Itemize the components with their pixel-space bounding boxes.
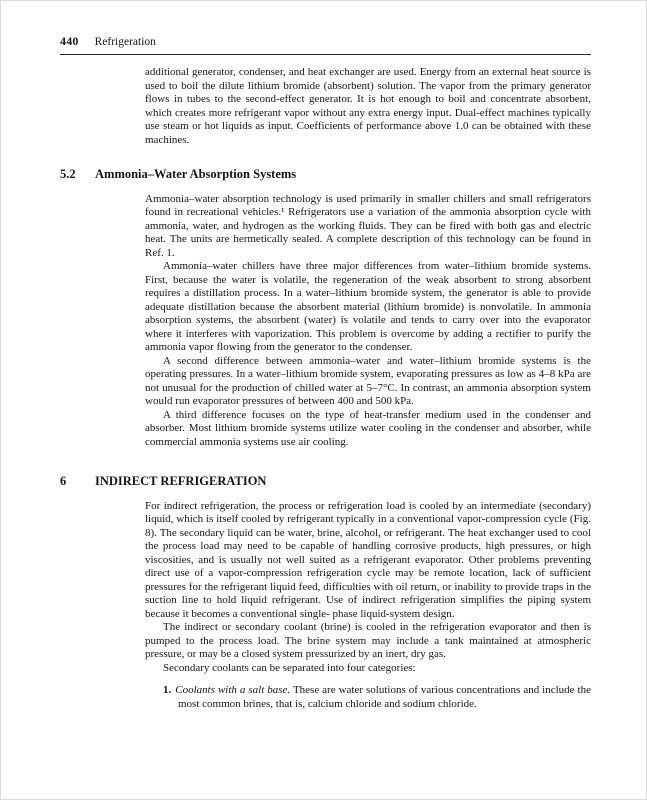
section-title: INDIRECT REFRIGERATION <box>95 474 267 488</box>
section-number: 5.2 <box>60 167 76 181</box>
section-heading-6 <box>60 475 591 489</box>
section-heading-5-2 <box>60 168 591 182</box>
numbered-list <box>163 684 591 711</box>
list-item-lead: Coolants with a salt base. <box>175 684 291 696</box>
paragraph: Ammonia–water absorption technology is used primarily in smaller chillers and small refrigerators found in recreational vehicles.¹ Refrigerators use a variation of the ammonia absorption cycle with ammonia, water, and hydrogen as the working fluids. They can be fired with both gas and electric heat. The units are hermetically sealed. A complete description of this technology can be found in Ref. 1. <box>145 192 591 259</box>
paragraph: The indirect or secondary coolant (brine) is cooled in the refrigeration evaporator and then is pumped to the process load. The brine system may include a tank maintained at atmospheric pressure, or may be a closed system pressurized by an inert, dry gas. <box>145 621 591 660</box>
paragraph: For indirect refrigeration, the process or refrigeration load is cooled by an intermediate (secondary) liquid, which is itself cooled by refrigerant typically in a conventional vapor-compression cycle (Fig. 8). The secondary liquid can be water, brine, alcohol, or refrigerant. The heat exchanger used to cool the process load may need to be capable of handling corrosive products, high pressures, or high viscosities, and is usually not well suited as a refrigerant evaporator. Other problems preventing direct use of a vapor-compression refrigeration cycle may be remote location, lack of sufficient pressures for the refrigerant liquid feed, difficulties with oil return, or inability to provide traps in the suction line to hold liquid refrigerant. Use of indirect refrigeration simplifies the piping system because it becomes a conventional single- phase liquid-system design. <box>145 499 591 620</box>
text-column <box>60 66 591 711</box>
list-item-number: 1. <box>163 684 172 696</box>
running-header <box>60 34 591 49</box>
section-number: 6 <box>60 474 67 488</box>
running-title: Refrigeration <box>94 36 156 48</box>
header-rule <box>60 54 591 55</box>
page-number: 440 <box>60 34 79 48</box>
paragraph: Ammonia–water chillers have three major differences from water–lithium bromide systems. First, because the water is volatile, the regeneration of the weak absorbent to strong absorbent requires a distillation process. In a water–lithium bromide system, the generator is able to provide adequate distillation because the absorbent material (lithium bromide) is nonvolatile. In ammonia absorption systems, the absorbent (water) is volatile and tends to carry over into the evaporator where it interferes with vaporization. This problem is overcome by adding a rectifier to purify the ammonia vapor flowing from the generator to the condenser. <box>145 260 591 353</box>
section-title: Ammonia–Water Absorption Systems <box>95 167 297 181</box>
paragraph: A third difference focuses on the type of heat-transfer medium used in the condenser and absorber. Most lithium bromide systems utilize water cooling in the condenser and absorber, while commercial ammonia systems use air cooling. <box>145 408 591 448</box>
list-item-text: These are water solutions of various concentrations and include the most common brines, that is, calcium chloride and sodium chloride. <box>178 684 591 710</box>
paragraph-continuation: additional generator, condenser, and heat exchanger are used. Energy from an external heat source is used to boil the dilute lithium bromide (absorbent) solution. The vapor from the primary generator flows in tubes to the second-effect generator. It is hot enough to boil and concentrate absorbent, which creates more refrigerant vapor without any extra energy input. Dual-effect machines typically use steam or hot liquids as input. Coefficients of performance above 1.0 can be obtained with these machines. <box>145 66 591 146</box>
paragraph: Secondary coolants can be separated into four categories: <box>163 661 416 674</box>
paragraph: A second difference between ammonia–water and water–lithium bromide systems is the operating pressures. In a water–lithium bromide system, evaporating pressures as low as 4–8 kPa are not unusual for the production of chilled water at 5–7°C. In contrast, an ammonia absorption system would run evaporator pressures of between 400 and 500 kPa. <box>145 354 591 407</box>
list-item <box>163 684 591 711</box>
